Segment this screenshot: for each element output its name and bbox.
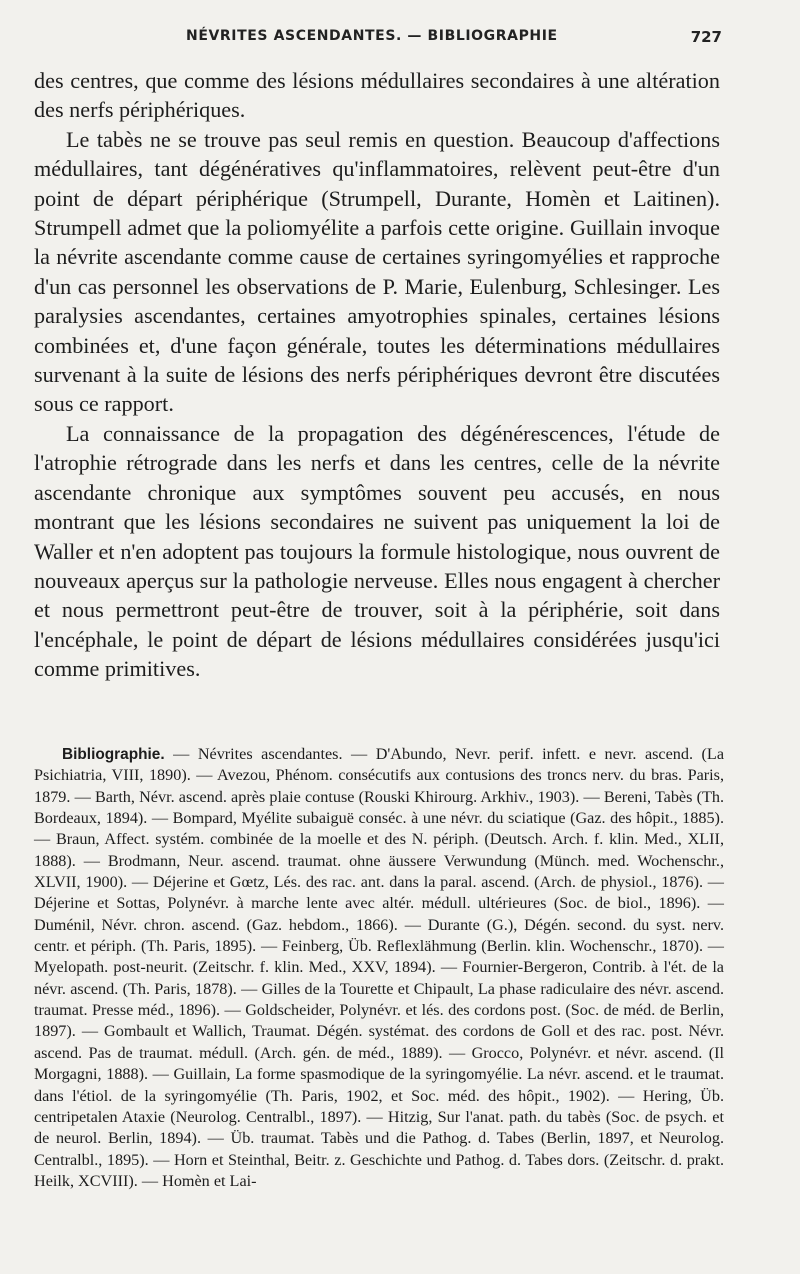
running-head: NÉVRITES ASCENDANTES. — BIBLIOGRAPHIE [186,28,558,44]
page-header [0,28,800,50]
paragraph-2: Le tabès ne se trouve pas seul remis en question. Beaucoup d'affections médullaires, tant dégénératives qu'inflammatoires, relèvent peut-être d'un point de départ périphérique (Strumpell, Durante, Homèn et Laitinen). Strumpell admet que la poliomyélite a parfois cette origine. Guillain invoque la névrite ascendante comme cause de certaines syringomyélies et rapproche d'un cas personnel les observations de P. Marie, Eulenburg, Schlesinger. Les paralysies ascendantes, certaines amyotrophies spinales, certaines lésions combinées et, d'une façon générale, toutes les déterminations médullaires survenant à la suite de lésions des nerfs périphériques devront être discutées sous ce rapport. [34,126,720,417]
main-text [34,66,720,684]
page-number: 727 [690,28,722,46]
bibliography-heading: Bibliographie. [62,746,165,763]
bibliography-text: — Névrites ascendantes. — D'Abundo, Nevr. perif. infett. e nevr. ascend. (La Psichiatria, VIII, 1890). — Avezou, Phénom. consécutifs aux contusions des troncs nerv. du bras. Paris, 1879. — Barth, Névr. ascend. après plaie contuse (Rouski Khirourg. Arkhiv., 1903). — Bereni, Tabès (Th. Bordeaux, 1894). — Bompard, Myélite subaiguë conséc. à une névr. du sciatique (Gaz. des hôpit., 1885). — Braun, Affect. systém. combinée de la moelle et des N. périph. (Deutsch. Arch. f. klin. Med., XLII, 1888). — Brodmann, Neur. ascend. traumat. ohne äussere Verwundung (Münch. med. Wochenschr., XLVII, 1900). — Déjerine et Gœtz, Lés. des rac. ant. dans la paral. ascend. (Arch. de physiol., 1876). — Déjerine et Sottas, Polynévr. à marche lente avec altér. médull. ultérieures (Soc. de biol., 1896). — Duménil, Névr. chron. ascend. (Gaz. hebdom., 1866). — Durante (G.), Dégén. second. du syst. nerv. centr. et périph. (Th. Paris, 1895). — Feinberg, Üb. Reflexlähmung (Berlin. klin. Wochenschr., 1870). — Myelopath. post-neurit. (Zeitschr. f. klin. Med., XXV, 1894). — Fournier-Bergeron, Contrib. à l'ét. de la névr. ascend. (Th. Paris, 1878). — Gilles de la Tourette et Chipault, La phase radiculaire des névr. ascend. traumat. Presse méd., 1896). — Goldscheider, Polynévr. et lés. des cordons post. (Soc. de méd. de Berlin, 1897). — Gombault et Wallich, Traumat. Dégén. systémat. des cordons de Goll et des rac. post. Névr. ascend. Pas de traumat. médull. (Arch. gén. de méd., 1889). — Grocco, Polynévr. et névr. ascend. (Il Morgagni, 1888). — Guillain, La forme spasmodique de la syringomyélie. La névr. ascend. et le traumat. dans l'étiol. de la syringomyélie (Th. Paris, 1902, et Soc. méd. des hôpit., 1902). — Hering, Üb. centripetalen Ataxie (Neurolog. Centralbl., 1897). — Hitzig, Sur l'anat. path. du tabès (Soc. de psych. et de neurol. Berlin, 1894). — Üb. traumat. Tabès und die Pathog. d. Tabes (Berlin, 1897, et Neurolog. Centralbl., 1895). — Horn et Steinthal, Beitr. z. Geschichte und Pathog. d. Tabes dors. (Zeitschr. d. prakt. Heilk, XCVIII). — Homèn et Lai- [34,745,725,1190]
paragraph-3: La connaissance de la propagation des dégénérescences, l'étude de l'atrophie rétrograde dans les nerfs et dans les centres, celle de la névrite ascendante chronique aux symptômes souvent peu accusés, en nous montrant que les lésions secondaires ne suivent pas uniquement la loi de Waller et n'en adoptent pas toujours la formule histologique, nous ouvrent de nouveaux aperçus sur la pathologie nerveuse. Elles nous engagent à chercher et nous permettront peut-être de trouver, soit à la périphérie, soit dans l'encéphale, le point de départ de lésions médullaires considérées jusqu'ici comme primitives. [34,420,720,682]
bibliography-block [34,744,724,1192]
paragraph-1: des centres, que comme des lésions médullaires secondaires à une altération des nerfs périphériques. [34,68,720,123]
